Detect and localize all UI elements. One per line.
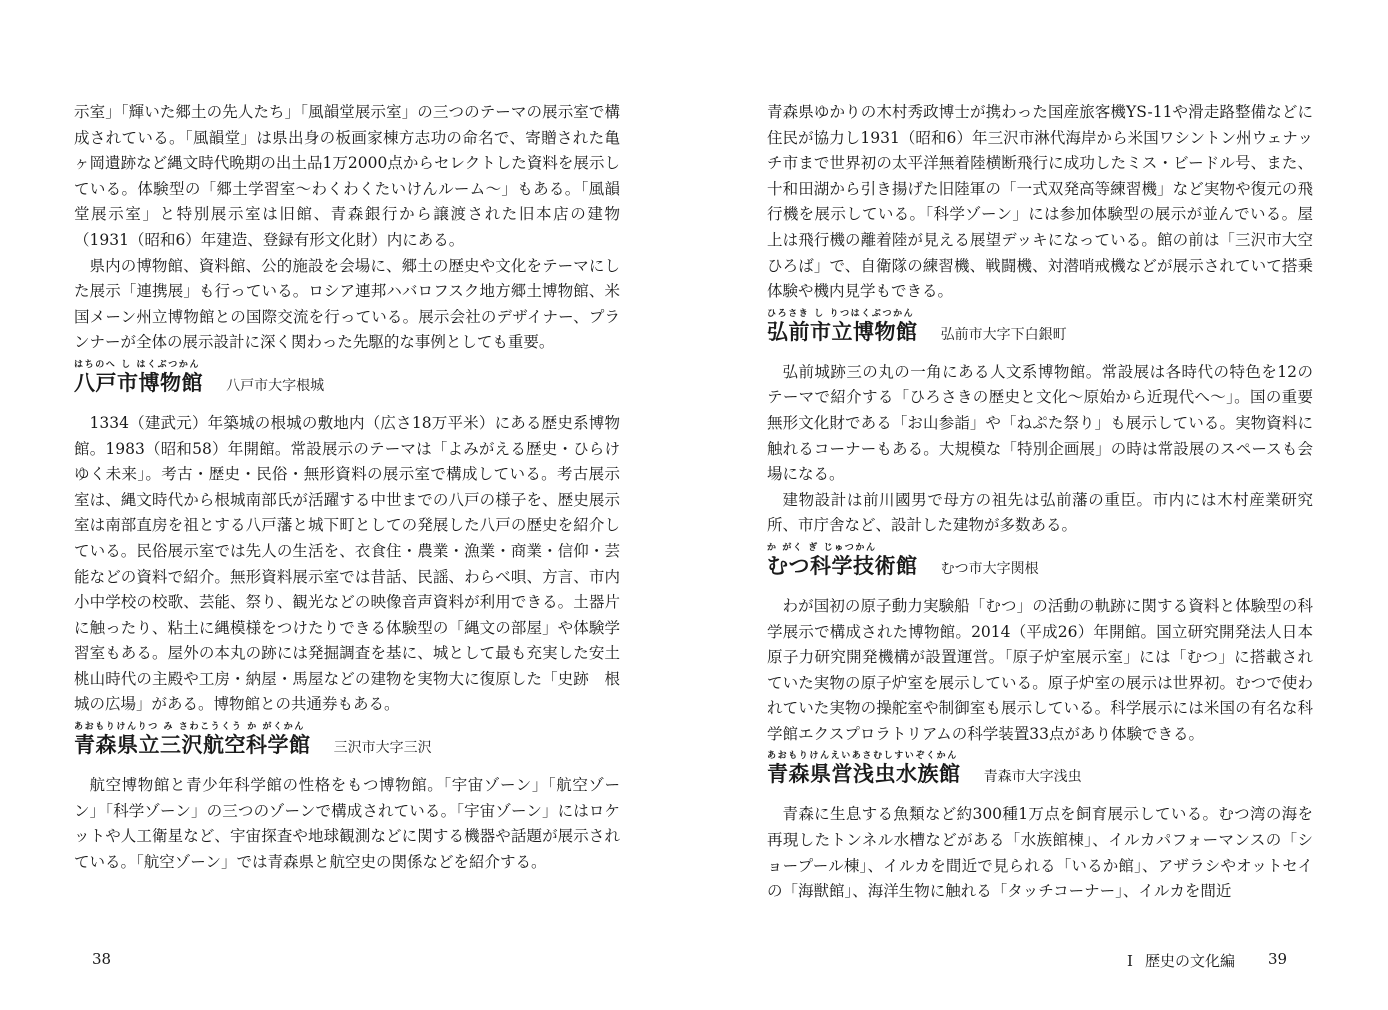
chapter-number: Ⅰ [1127,952,1133,970]
misawa-aviation-museum-paragraph: 航空博物館と青少年科学館の性格をもつ博物館。「宇宙ゾーン」「航空ゾーン」「科学ゾーン」の三つのゾーンで構成されている。「宇宙ゾーン」にはロケットや人工衛星など、宇宙探査や地球観測などに関する機器や話題が展示されている。「航空ゾーン」では青森県と航空史の関係などを紹介する。 [74,776,620,871]
misawa-aviation-museum-heading [74,722,620,761]
chapter-title: 歴史の文化編 [1144,952,1235,970]
mutsu-science-museum-address: むつ市大字関根 [940,560,1039,577]
mutsu-science-museum-furigana: か がく ぎ じゅつかん [767,542,877,553]
hachinohe-museum-address: 八戸市大字根城 [226,377,325,394]
hirosaki-museum-paragraph-1: 弘前城跡三の丸の一角にある人文系博物館。常設展は各時代の特色を12のテーマで紹介する「ひろさきの歴史と文化〜原始から近現代へ〜」。国の重要無形文化財である「お山参詣」や「ねぷた祭り」も展示している。実物資料に触れるコーナーもある。大規模な「特別企画展」の時は常設展のスペースも会場になる。 [767,362,1313,484]
misawa-aviation-museum-furigana: あおもりけんりつ み さわこうくう か がくかん [74,722,305,733]
right-page-number: 39 [1268,950,1288,968]
mutsu-science-museum-heading [767,543,1313,582]
left-page [74,100,620,875]
asamushi-aquarium-heading [767,751,1313,790]
asamushi-aquarium-address: 青森市大字浅虫 [983,769,1082,786]
right-intro-paragraph: 青森県ゆかりの木村秀政博士が携わった国産旅客機YS-11や滑走路整備などに住民が協力し1931（昭和6）年三沢市淋代海岸から米国ワシントン州ウェナッチ市まで世界初の太平洋無着陸横断飛行に成功したミス・ビードル号、また、十和田湖から引き揚げた旧陸軍の「一式双発高等練習機」など実物や復元の飛行機を展示している。「科学ゾーン」には参加体験型の展示が並んでいる。屋上は飛行機の離着陸が見える展望デッキになっている。館の前は「三沢市大空ひろば」で、自衛隊の練習機、戦闘機、対潜哨戒機などが展示されていて搭乗体験や機内見学もできる。 [767,103,1313,301]
running-footer [1127,950,1235,971]
hirosaki-museum-address: 弘前市大字下白銀町 [940,326,1067,343]
hachinohe-museum-paragraph: 1334（建武元）年築城の根城の敷地内（広さ18万平米）にある歴史系博物館。1983（昭和58）年開館。常設展示のテーマは「よみがえる歴史・ひらけゆく未来」。考古・歴史・民俗・無形資料の展示室で構成している。考古展示室は、縄文時代から根城南部氏が活躍する中世までの八戸の様子を、歴史展示室は南部直房を祖とする八戸藩と城下町としての発展した八戸の歴史を紹介している。民俗展示室では先人の生活を、衣食住・農業・漁業・商業・信仰・芸能などの資料で紹介。無形資料展示室では昔話、民謡、わらべ唄、方言、市内小中学校の校歌、芸能、祭り、観光などの映像音声資料が利用できる。土器片に触ったり、粘土に縄模様をつけたりできる体験型の「縄文の部屋」や体験学習室もある。屋外の本丸の跡には発掘調査を基に、城として最も充実した安土桃山時代の主殿や工房・納屋・馬屋などの建物を実物大に復原した「史跡 根城の広場」がある。博物館との共通券もある。 [74,413,620,714]
hachinohe-museum-heading [74,360,620,399]
hachinohe-museum-title: 八戸市博物館 [74,370,203,395]
asamushi-aquarium-title: 青森県営浅虫水族館 [767,762,961,787]
left-page-number: 38 [92,950,112,968]
hachinohe-museum-furigana: はちのへ し はくぶつかん [74,359,201,370]
mutsu-science-museum-title: むつ科学技術館 [767,553,918,578]
mutsu-science-museum-paragraph: わが国初の原子動力実験船「むつ」の活動の軌跡に関する資料と体験型の科学展示で構成された博物館。2014（平成26）年開館。国立研究開発法人日本原子力研究開発機構が設置運営。「原子炉室展示室」には「むつ」に搭載されていた実物の原子炉室を展示している。原子炉室の展示は世界初。むつで使われていた実物の操舵室や制御室も展示している。科学展示には米国の有名な科学館エクスプロラトリアムの科学装置33点があり体験できる。 [767,596,1313,743]
asamushi-aquarium-paragraph: 青森に生息する魚類など約300種1万点を飼育展示している。むつ湾の海を再現したトンネル水槽などがある「水族館棟」、イルカパフォーマンスの「ショープール棟」、イルカを間近で見られる「いるか館」、アザラシやオットセイの「海獣館」、海洋生物に触れる「タッチコーナー」、イルカを間近 [767,805,1313,901]
hirosaki-museum-heading [767,309,1313,348]
hirosaki-museum-furigana: ひろさき し りつはくぶつかん [767,308,915,319]
left-intro-paragraph-1: 示室」「輝いた郷土の先人たち」「風韻堂展示室」の三つのテーマの展示室で構成されている。「風韻堂」は県出身の板画家棟方志功の命名で、寄贈された亀ヶ岡遺跡など縄文時代晩期の出土品1万2000点からセレクトした資料を展示している。体験型の「郷土学習室〜わくわくたいけんルーム〜」もある。「風韻堂展示室」と特別展示室は旧館、青森銀行から譲渡された旧本店の建物（1931（昭和6）年建造、登録有形文化財）内にある。 [74,103,620,249]
left-intro-paragraph-2: 県内の博物館、資料館、公的施設を会場に、郷土の歴史や文化をテーマにした展示「連携展」も行っている。ロシア連邦ハバロフスク地方郷土博物館、米国メーン州立博物館との国際交流を行っている。展示会社のデザイナー、プランナーが全体の展示設計に深く関わった先駆的な事例としても重要。 [74,256,620,352]
misawa-aviation-museum-title: 青森県立三沢航空科学館 [74,733,311,758]
misawa-aviation-museum-address: 三沢市大字三沢 [333,740,432,757]
right-page [767,100,1313,905]
hirosaki-museum-paragraph-2: 建物設計は前川國男で母方の祖先は弘前藩の重臣。市内には木村産業研究所、市庁舎など、設計した建物が多数ある。 [767,490,1313,535]
hirosaki-museum-title: 弘前市立博物館 [767,319,918,344]
asamushi-aquarium-furigana: あおもりけんえいあさむしすいぞくかん [767,751,958,762]
